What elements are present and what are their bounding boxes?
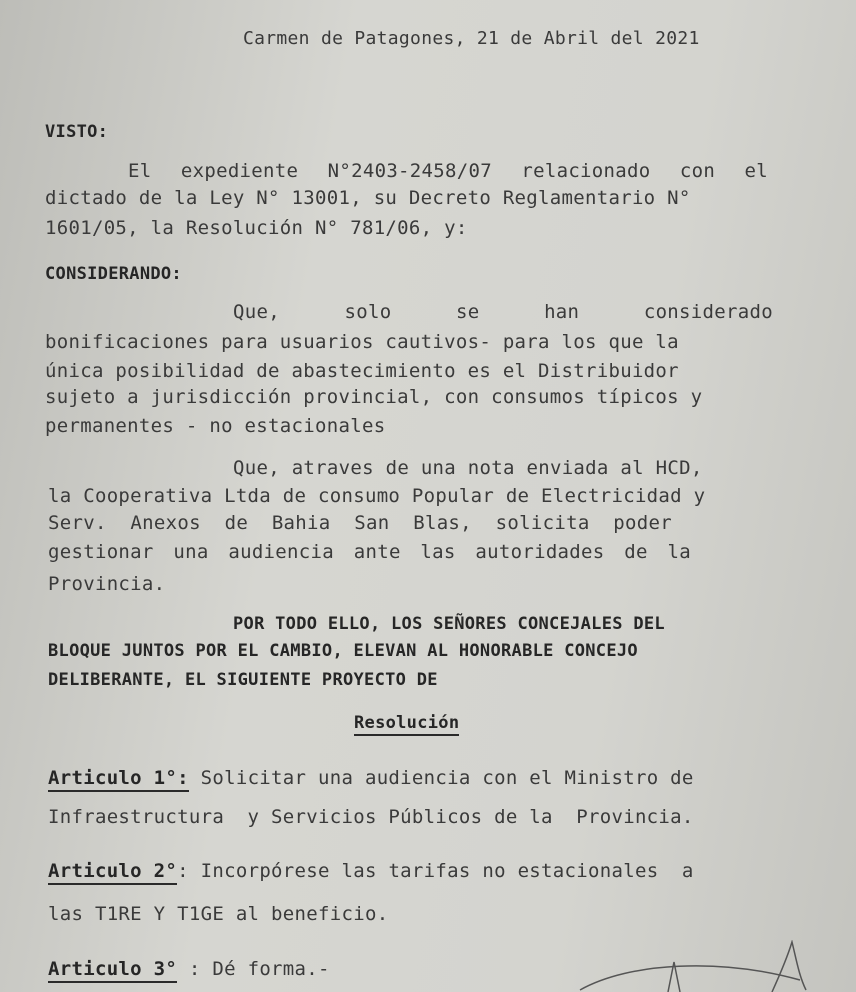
word: N°2403-2458/07 bbox=[327, 160, 492, 182]
articulo-1 bbox=[48, 767, 694, 789]
word: el bbox=[744, 160, 768, 182]
articulo-2 bbox=[48, 860, 694, 882]
considerando-heading: CONSIDERANDO: bbox=[45, 264, 182, 284]
considerando-p1-line-4: sujeto a jurisdicción provincial, con consumos típicos y bbox=[45, 386, 703, 408]
considerando-p2-line-2: la Cooperativa Ltda de consumo Popular de Electricidad y bbox=[48, 485, 706, 507]
considerando-p1-line-2: bonificaciones para usuarios cautivos- para los que la bbox=[45, 331, 679, 353]
considerando-p2-line-1: Que, atraves de una nota enviada al HCD, bbox=[233, 457, 703, 479]
articulo-1-line-2: Infraestructura y Servicios Públicos de la Provincia. bbox=[48, 806, 694, 828]
word: han bbox=[544, 301, 580, 323]
visto-line-1 bbox=[128, 160, 768, 182]
word: Que, bbox=[233, 301, 280, 323]
word: con bbox=[679, 160, 716, 182]
signature-mark bbox=[570, 940, 850, 992]
visto-heading: VISTO: bbox=[45, 122, 109, 142]
word: solo bbox=[344, 301, 392, 323]
word: relacionado bbox=[521, 160, 651, 182]
por-todo-line-1: POR TODO ELLO, LOS SEÑORES CONCEJALES DEL bbox=[233, 614, 665, 634]
articulo-2-text: : Incorpórese las tarifas no estacionales a bbox=[177, 860, 694, 882]
articulo-3 bbox=[48, 958, 330, 980]
considerando-p1-line-3: única posibilidad de abastecimiento es el Distribuidor bbox=[45, 360, 679, 382]
considerando-p1-line-1 bbox=[233, 301, 773, 323]
articulo-2-label: Articulo 2° bbox=[48, 860, 177, 885]
considerando-p2-line-5: Provincia. bbox=[48, 573, 166, 595]
por-todo-line-3: DELIBERANTE, EL SIGUIENTE PROYECTO DE bbox=[48, 670, 438, 690]
articulo-1-label: Articulo 1°: bbox=[48, 767, 189, 792]
considerando-p1-line-5: permanentes - no estacionales bbox=[45, 415, 386, 437]
por-todo-line-2: BLOQUE JUNTOS POR EL CAMBIO, ELEVAN AL HONORABLE CONCEJO bbox=[48, 641, 638, 661]
visto-line-3: 1601/05, la Resolución N° 781/06, y: bbox=[45, 217, 468, 239]
visto-line-2: dictado de la Ley N° 13001, su Decreto Reglamentario N° bbox=[45, 187, 691, 209]
word: considerado bbox=[643, 301, 773, 323]
articulo-1-text: Solicitar una audiencia con el Ministro de bbox=[188, 767, 694, 789]
word: se bbox=[456, 301, 480, 323]
resolucion-title: Resolución bbox=[354, 713, 459, 736]
articulo-3-label: Articulo 3° bbox=[48, 958, 177, 983]
articulo-3-text: : Dé forma.- bbox=[177, 958, 330, 980]
considerando-p2-line-4: gestionar una audiencia ante las autoridades de la bbox=[48, 541, 691, 563]
considerando-p2-line-3: Serv. Anexos de Bahia San Blas, solicita poder bbox=[48, 512, 672, 534]
word: El bbox=[128, 160, 152, 182]
date-line: Carmen de Patagones, 21 de Abril del 2021 bbox=[243, 28, 700, 49]
articulo-2-line-2: las T1RE Y T1GE al beneficio. bbox=[48, 903, 389, 925]
word: expediente bbox=[180, 160, 299, 182]
